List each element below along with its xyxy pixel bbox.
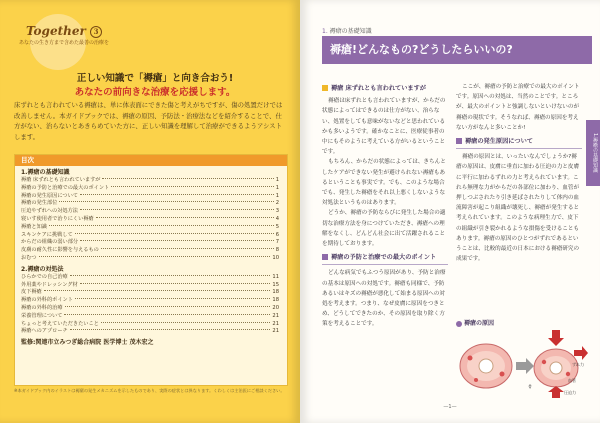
toc-leader-dots <box>80 240 274 241</box>
toc-leader-dots <box>102 178 273 179</box>
subheading-3-label: 褥瘡の発生原因について <box>465 138 533 146</box>
label-shear: ずれ力 <box>572 362 584 367</box>
subheading-2 <box>322 253 448 265</box>
label-pressure: 圧迫力 <box>564 390 576 395</box>
toc-leader-dots <box>101 322 271 323</box>
toc-entry-label: 皮膚の耐久性に影響を与えるもの <box>21 247 99 254</box>
toc-leader-dots <box>44 290 271 291</box>
toc-entry-page: 1 <box>275 184 279 191</box>
label-bone: 骨 <box>528 384 532 389</box>
toc-entry-label: 圧迫やずれへの対処方法 <box>21 208 78 215</box>
toc-leader-dots <box>111 186 273 187</box>
toc-leader-dots <box>101 248 274 249</box>
toc-entry-page: 18 <box>272 289 279 296</box>
toc-leader-dots <box>39 256 271 257</box>
toc-entry <box>15 224 287 232</box>
toc-entry <box>15 216 287 224</box>
toc-entry <box>15 328 287 336</box>
intro-text: 床ずれとも言われている褥瘡は、単に体表面にできた傷と考えがちですが、傷の処置だけでは改善しません。本ガイドブックでは、褥瘡の原因、予防法・治療法などを紹介することで、仕方がない、治らないとあきらめていた方に、正しい知識を理解して治療ができるようアシストします。 <box>14 101 283 141</box>
toc-entry <box>15 177 287 185</box>
toc-entry-label: 皮下褥瘡 <box>21 289 42 296</box>
column-right <box>456 82 582 264</box>
page-title: 褥瘡!どんなもの?どうしたらいいの? <box>322 36 592 64</box>
toc-entry-page: 21 <box>272 320 279 327</box>
toc-list-1 <box>15 177 287 263</box>
toc-entry <box>15 274 287 282</box>
toc-entry <box>15 313 287 321</box>
diagram-illustration <box>456 328 588 400</box>
circle-bullet-icon <box>456 321 462 327</box>
toc-leader-dots <box>64 314 270 315</box>
toc-entry <box>15 208 287 216</box>
toc-entry-page: 1 <box>275 192 279 199</box>
toc-entry-page: 20 <box>272 304 279 311</box>
toc-entry-label: からだの組織の弱い部分 <box>21 239 79 246</box>
paragraph-3: どうか、褥瘡の予防ならびに発生した場合の適切な治療方法を身につけていただき、褥瘡への理解をなくし、どんどん社会に出て活躍されることを期待しております。 <box>322 210 446 248</box>
toc-entry-label: 褥瘡の発生原因について <box>21 192 78 199</box>
toc-entry-label: 褥瘡の発生部位 <box>21 200 58 207</box>
square-bullet-icon <box>322 254 328 260</box>
toc-entry-page: 15 <box>272 281 279 288</box>
square-bullet-icon <box>322 85 328 91</box>
subheading-1 <box>322 84 448 94</box>
shear-arrow-icon <box>574 346 588 360</box>
paragraph-1: 褥瘡は床ずれとも言われていますが、からだの状態によってはできるのは仕方がない、治らない、処置をしても意味がないなどと思われているかも多いようです。確かなことに、医療従事者の中にもそのように考えている方がいるということです。 <box>322 98 446 156</box>
toc-title: 目次 <box>15 155 287 166</box>
pressure-ulcer-cause-diagram <box>456 318 588 398</box>
toc-entry-label: 外用薬やドレッシング材 <box>21 281 78 288</box>
toc-section-1: 1.褥瘡の基礎知識 <box>21 169 70 176</box>
headline-line-2: あなたの前向きな治療を応援します。 <box>74 87 236 98</box>
toc-entry-page: 2 <box>275 200 279 207</box>
toc-entry-label: 栄養管理について <box>21 312 63 319</box>
toc-entry-page: 10 <box>272 254 279 261</box>
toc-entry <box>15 289 287 297</box>
toc-entry <box>15 255 287 263</box>
toc-list-2 <box>15 274 287 336</box>
chapter-title: 褥瘡の基礎知識 <box>329 28 372 35</box>
toc-entry-label: ひらかでの自己治療 <box>21 273 68 280</box>
arrow-right-icon <box>516 358 534 374</box>
toc-entry-label: おむつ <box>21 254 37 261</box>
toc-entry-label: 寝いす使用者で治りにくい褥瘡 <box>21 215 94 222</box>
toc-leader-dots <box>59 201 273 202</box>
subheading-1-label: 褥瘡 床ずれとも言われていますが <box>331 85 426 92</box>
label-blood-vessel: 血管 <box>568 378 576 383</box>
toc-entry-label: 褥瘡の外科的ポイント <box>21 297 73 304</box>
side-tab-label: 1.褥瘡の基礎知識 <box>592 133 598 173</box>
toc-entry-page: 1 <box>275 177 279 183</box>
headline <box>30 72 280 100</box>
toc-entry-label: 褥瘡 床ずれとも言われていますが <box>21 177 101 183</box>
toc-entry-page: 7 <box>275 239 279 246</box>
toc-entry <box>15 305 287 313</box>
toc-entry-page: 18 <box>272 297 279 304</box>
toc-entry-label: 褥瘡の予防と治療での最大のポイント <box>21 184 110 191</box>
toc-leader-dots <box>70 329 271 330</box>
column-left <box>322 82 448 330</box>
tissue-left <box>460 344 512 388</box>
badge-subtitle: あなたの生き方まで含めた最善の治療を <box>18 40 109 46</box>
toc-leader-dots <box>49 225 274 226</box>
toc-entry-page: 3 <box>275 208 279 215</box>
toc-entry <box>15 247 287 255</box>
toc-section-2: 2.褥瘡の対処法 <box>21 265 64 273</box>
supervisor-credit: 監修:関連市立みつぎ総合病院 医学博士 茂木宏之 <box>21 339 154 347</box>
toc-leader-dots <box>70 275 271 276</box>
footnote: ※本ガイドブック内のイラストは褥瘡の発生メカニズムを示したものであり、実際の症状とは異なります。くわしくは主治医にご相談ください。 <box>14 388 285 393</box>
toc-entry-label: 褥瘡と知識 <box>21 223 47 230</box>
toc-entry-page: 8 <box>275 247 279 254</box>
toc-entry-label: 褥瘡の外科的治療 <box>21 304 63 311</box>
toc-leader-dots <box>65 306 271 307</box>
toc-entry-page: 11 <box>272 273 279 280</box>
table-of-contents <box>14 154 288 386</box>
toc-leader-dots <box>75 298 271 299</box>
toc-leader-dots <box>96 217 274 218</box>
toc-entry-label: ちょっと考えていただきたいこと <box>21 320 99 327</box>
toc-entry <box>15 282 287 290</box>
paragraph-5: ここが、褥瘡の予防と治療での最大のポイントです。原因への対処は、当然のことです。ところが、最大のポイントと強調しないといけないのが褥瘡の現状です。そうなれば、褥瘡の原因を考えない方がなんと多いことか! <box>456 84 580 131</box>
toc-entry-page: 6 <box>275 231 279 238</box>
toc-entry <box>15 239 287 247</box>
subheading-3 <box>456 137 582 149</box>
toc-entry-label: 褥瘡へのアプローチ <box>21 328 68 335</box>
toc-entry <box>15 297 287 305</box>
paragraph-6: 褥瘡の原因とは、いったいなんでしょうか?褥瘡の原因は、皮膚に垂直に加わる圧迫の力と皮膚に平行に加わるずれの力と考えられています。これら無理な力がからだの各部位に加わり、血管が押しつぶされたり引き延ばされたりして体内の血流障害が起こり組織が壊死し、褥瘡が発生すると考えられています。このような病理生力で、皮下の組織が引き裂かれるような損傷を受けることもあります。褥瘡の原因のひとつがずれであるということは、比較的最近の日本における褥瘡研究の成果です。 <box>456 154 580 263</box>
paragraph-4: どんな病気でもふつう原因があり、予防と治療の基本は原因への対処です。褥瘡も同様で、予防あるいはキズの褥瘡が悪化して始まる原因への対処を考えます。つまり、なぜ皮膚に原因をつきとめ、どうしてできたのか、その原因を取り除く方策を考えることです。 <box>322 270 446 328</box>
toc-entry-page: 21 <box>272 312 279 319</box>
toc-leader-dots <box>80 194 274 195</box>
right-page <box>300 0 600 423</box>
subheading-2-label: 褥瘡の予防と治療での最大のポイント <box>331 254 437 262</box>
diagram-title: 褥瘡の原因 <box>464 320 495 327</box>
page-number: —1— <box>443 404 457 410</box>
toc-leader-dots <box>80 209 274 210</box>
toc-leader-dots <box>80 283 271 284</box>
toc-entry-page: 21 <box>272 328 279 335</box>
badge-number: 3 <box>90 26 102 38</box>
toc-entry-page: 5 <box>275 223 279 230</box>
square-bullet-icon <box>456 138 462 144</box>
chapter-number: 1. <box>322 28 328 35</box>
together-badge <box>16 12 109 72</box>
paragraph-2: もちろん、からだの状態によっては、きちんとしたケアができない発生が避けられない褥瘡もあるということも事実です。でも、このような場合でも、発生した褥瘡をそれ以上悪くしないような対処法というものはあります。 <box>322 159 446 207</box>
headline-line-1: 正しい知識で「褥瘡」と向き合おう! <box>76 73 234 84</box>
toc-entry <box>15 185 287 193</box>
toc-entry-page: 4 <box>275 215 279 222</box>
toc-leader-dots <box>75 233 274 234</box>
toc-entry-label: スキンケアに挑戦して <box>21 231 73 238</box>
badge-title: Together <box>26 24 86 38</box>
